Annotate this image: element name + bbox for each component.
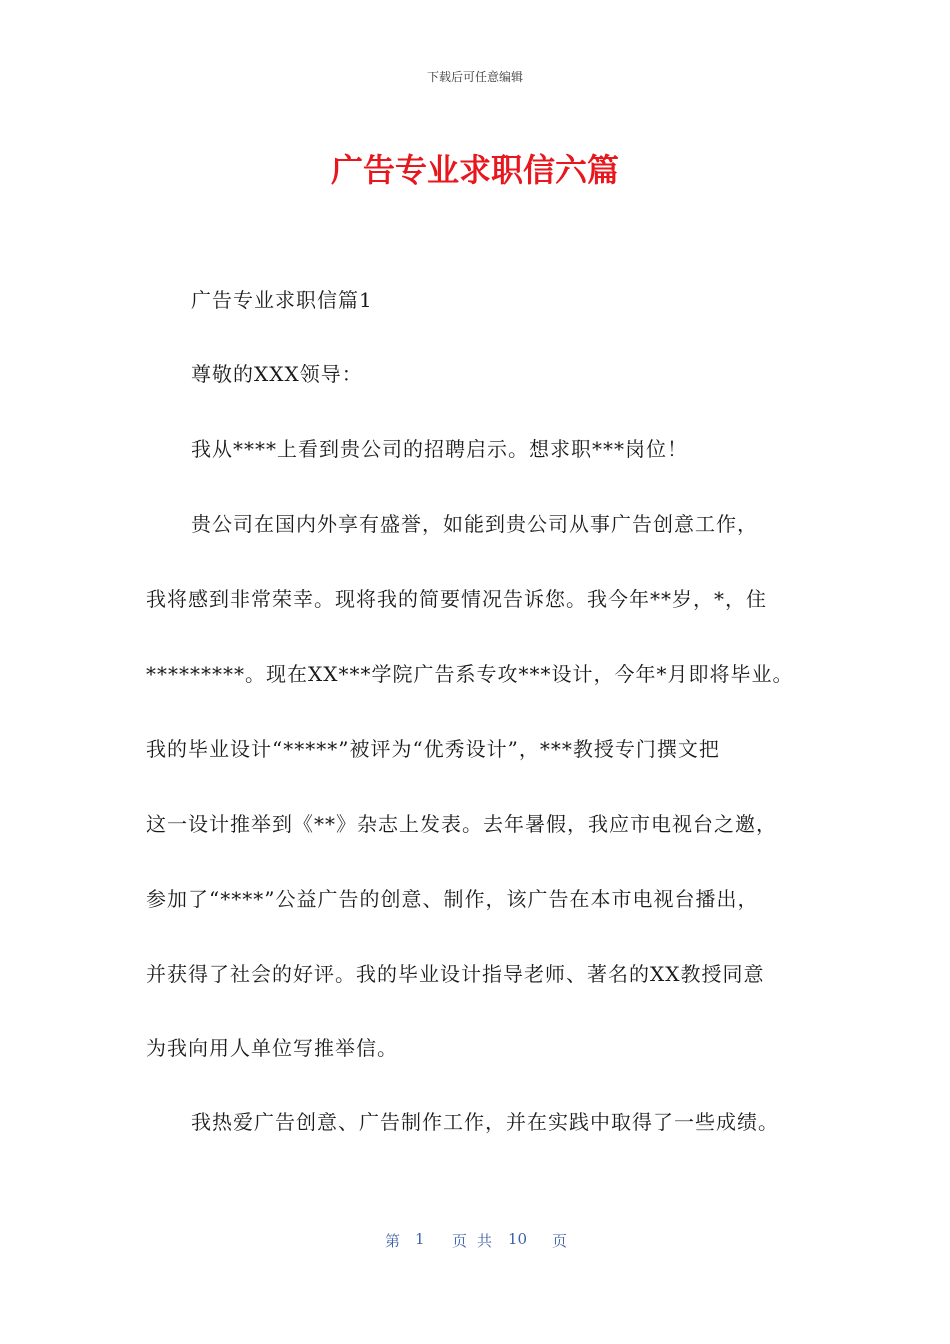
footer-page-number: 1 <box>415 1230 425 1248</box>
section-heading: 广告专业求职信篇1 <box>191 288 373 312</box>
footer-total-pages: 10 <box>508 1230 528 1248</box>
salutation: 尊敬的XXX领导： <box>191 362 363 386</box>
paragraph-line: 参加了“****”公益广告的创意、制作，该广告在本市电视台播出， <box>146 887 759 911</box>
footer-page-unit: 页 <box>452 1232 468 1250</box>
paragraph-line: 我将感到非常荣幸。现将我的简要情况告诉您。我今年**岁，*，住 <box>146 587 767 611</box>
paragraph-line: *********。现在XX***学院广告系专攻***设计，今年*月即将毕业。 <box>146 662 794 686</box>
paragraph-line: 这一设计推举到《**》杂志上发表。去年暑假，我应市电视台之邀， <box>146 812 777 836</box>
document-title: 广告专业求职信六篇 <box>330 151 619 189</box>
paragraph-line: 我从****上看到贵公司的招聘启示。想求职***岗位！ <box>191 437 688 461</box>
footer-page-label: 第 <box>385 1232 401 1250</box>
footer-total-unit: 页 <box>552 1232 568 1250</box>
footer-total-label: 共 <box>477 1232 493 1250</box>
paragraph-line: 并获得了社会的好评。我的毕业设计指导老师、著名的XX教授同意 <box>146 962 765 986</box>
paragraph-line: 我的毕业设计“*****”被评为“优秀设计”，***教授专门撰文把 <box>146 737 720 761</box>
paragraph-line: 为我向用人单位写推举信。 <box>146 1036 398 1060</box>
header-note: 下载后可任意编辑 <box>426 70 523 84</box>
paragraph-line: 我热爱广告创意、广告制作工作，并在实践中取得了一些成绩。 <box>191 1110 779 1134</box>
paragraph-line: 贵公司在国内外享有盛誉，如能到贵公司从事广告创意工作， <box>191 512 758 536</box>
